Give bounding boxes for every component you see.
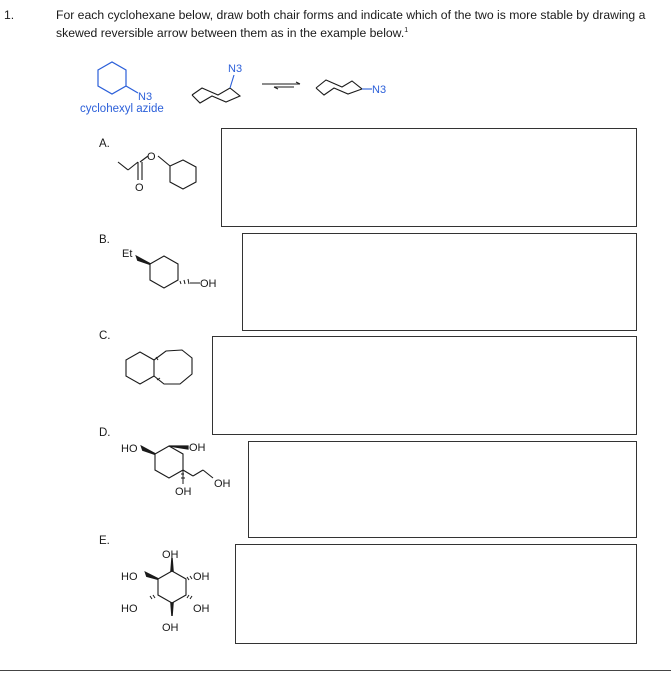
example-axial-n3: N3	[228, 63, 243, 75]
part-e-ring	[158, 571, 186, 603]
part-e-ho-lower-left: HO	[121, 603, 138, 615]
part-d-wedge-left	[142, 447, 155, 454]
part-a-label: A.	[99, 138, 110, 150]
part-e-oh-upper-right: OH	[193, 571, 210, 583]
part-e-oh-top: OH	[162, 549, 179, 561]
example-equatorial-n3: N3	[372, 84, 387, 96]
part-e-ho-upper-left: HO	[121, 571, 138, 583]
part-d-label: D.	[99, 427, 111, 439]
part-d-ho-left: HO	[121, 443, 138, 455]
part-b-label: B.	[99, 234, 110, 246]
part-b-oh: OH	[200, 278, 217, 290]
part-c-stereo-hash	[156, 357, 160, 380]
footnote-mark: 1	[404, 27, 409, 34]
example-name: cyclohexyl azide	[80, 103, 164, 115]
part-b-ring	[150, 256, 178, 288]
part-e-label: E.	[99, 535, 110, 547]
part-b-et: Et	[122, 248, 133, 260]
part-a-ester-oxygen: O	[147, 151, 156, 163]
part-e-oh-lower-right: OH	[193, 603, 210, 615]
part-a-carbonyl-oxygen: O	[135, 182, 144, 194]
part-e-oh-bottom: OH	[162, 622, 179, 634]
part-b-hash	[180, 279, 200, 284]
example-skeletal-n3: N3	[138, 91, 153, 103]
part-d-oh-side: OH	[214, 478, 231, 490]
part-d-oh-right: OH	[189, 442, 206, 454]
part-e-wedge-bottom	[171, 603, 173, 616]
question-text-body: For each cyclohexane below, draw both chair forms and indicate which of the two is more stable by drawing a skewed reversible arrow between them as in the example below.	[56, 8, 646, 41]
part-c-label: C.	[99, 330, 111, 342]
page-bottom-rule	[0, 670, 671, 671]
part-b-wedge	[137, 257, 150, 264]
part-e-wedge-upper-left	[146, 573, 158, 579]
part-d-hash	[181, 470, 185, 484]
part-d-oh-bottom: OH	[175, 486, 192, 498]
part-a-molecule	[118, 156, 196, 189]
question-number: 1.	[4, 8, 15, 22]
